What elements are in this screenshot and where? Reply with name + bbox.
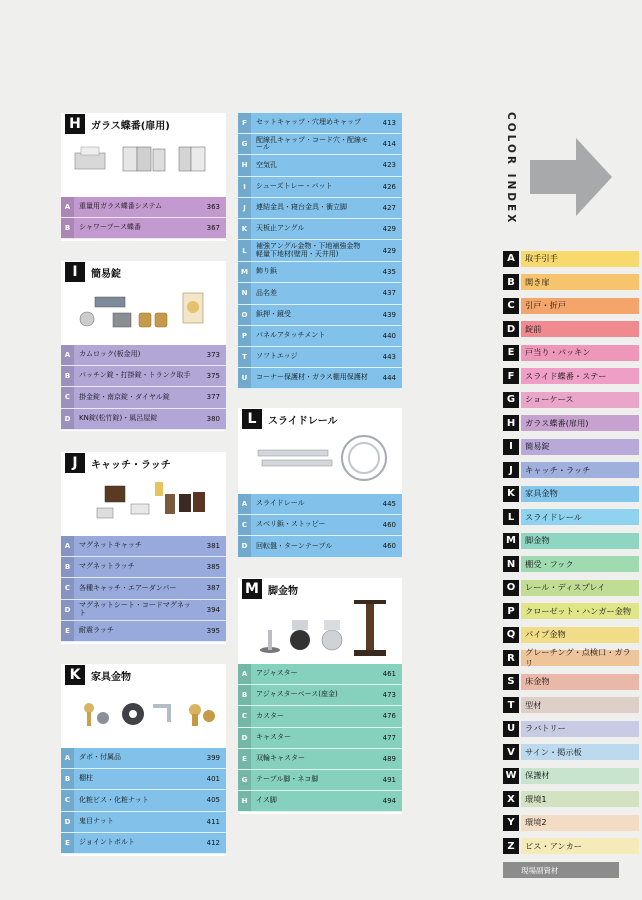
section-letter: K (65, 665, 85, 685)
color-index-label: 錠前 (521, 321, 639, 337)
color-index-label: 取手引手 (521, 251, 639, 267)
list-item[interactable]: B パッチン錠・打掛錠・トランク取手 375 (61, 366, 226, 387)
color-index-letter: V (503, 744, 519, 760)
color-index-label: 戸当り・パッキン (521, 345, 639, 361)
color-index-label: レール・ディスプレイ (521, 580, 639, 596)
color-index-letter: R (503, 650, 519, 666)
section-card-j (61, 452, 226, 644)
color-index-item[interactable] (503, 553, 639, 577)
list-item[interactable]: O 鋲押・鏡受 439 (238, 305, 402, 326)
color-index-item[interactable] (503, 835, 639, 859)
list-item[interactable]: U コーナー保護材・ガラス棚用保護材 444 (238, 368, 402, 389)
section-header (238, 578, 402, 600)
list-item[interactable]: D 鬼目ナット 411 (61, 812, 226, 833)
color-index-letter: K (503, 486, 519, 502)
section-rows (61, 345, 226, 430)
color-index-letter: S (503, 674, 519, 690)
color-index-item[interactable] (503, 341, 639, 365)
color-index-letter: T (503, 697, 519, 713)
section-title: ガラス蝶番(扉用) (91, 120, 170, 132)
color-index-label: 環境1 (521, 791, 639, 807)
list-item[interactable]: T ソフトエッジ 443 (238, 347, 402, 368)
section-header (61, 452, 226, 474)
color-index-label: 床金物 (521, 674, 639, 690)
color-index-letter: Z (503, 838, 519, 854)
section-rows (238, 664, 402, 812)
color-index-letter: F (503, 368, 519, 384)
color-index-letter: A (503, 251, 519, 267)
color-index-item[interactable] (503, 623, 639, 647)
color-index-item[interactable] (503, 788, 639, 812)
color-index-item[interactable] (503, 482, 639, 506)
leg-hardware-illustration (238, 600, 402, 660)
section-header (61, 261, 226, 283)
section-rows (61, 748, 226, 854)
section-letter: I (65, 262, 85, 282)
color-index-label: スライドレール (521, 509, 639, 525)
list-item[interactable]: F セットキャップ・穴埋めキャップ 413 (238, 113, 402, 134)
color-index-item[interactable] (503, 271, 639, 295)
color-index-letter: D (503, 321, 519, 337)
list-item[interactable]: D KN錠(松竹錠)・風呂屋錠 380 (61, 409, 226, 430)
color-index-item[interactable] (503, 576, 639, 600)
section-letter: L (242, 409, 262, 429)
list-item[interactable]: B アジャスターベース(座金) 473 (238, 685, 402, 706)
color-index-item[interactable] (503, 811, 639, 835)
section-card-k (61, 664, 226, 856)
color-index-item[interactable] (503, 717, 639, 741)
list-item[interactable]: N 品名差 437 (238, 283, 402, 304)
lock-illustration (61, 283, 226, 343)
list-item[interactable]: H 空気孔 423 (238, 155, 402, 176)
list-item[interactable]: D 回転盤・ターンテーブル 460 (238, 536, 402, 557)
section-header (238, 408, 402, 430)
color-index-letter: W (503, 768, 519, 784)
section-title: 脚金物 (268, 585, 298, 597)
field-supplies-tag: 現場副資材 (503, 862, 619, 878)
color-index-item[interactable] (503, 529, 639, 553)
color-index-letter: P (503, 603, 519, 619)
arrow-right-icon (530, 138, 612, 220)
color-index-label: 引戸・折戸 (521, 298, 639, 314)
color-index-label: ガラス蝶番(扉用) (521, 415, 639, 431)
color-index-label: 簡易錠 (521, 439, 639, 455)
color-index-item[interactable] (503, 694, 639, 718)
section-rows (61, 536, 226, 642)
color-index-item[interactable] (503, 318, 639, 342)
list-item[interactable]: C 掛金錠・南京錠・ダイヤル錠 377 (61, 387, 226, 408)
list-item[interactable]: G テーブル脚・ネコ脚 491 (238, 770, 402, 791)
list-item[interactable]: A カムロック(板金用) 373 (61, 345, 226, 366)
list-item[interactable]: A アジャスター 461 (238, 664, 402, 685)
list-item[interactable]: E 耐震ラッチ 395 (61, 621, 226, 642)
color-index-title: COLOR INDEX (505, 112, 517, 226)
section-letter: J (65, 453, 85, 473)
color-index-letter: U (503, 721, 519, 737)
list-item[interactable]: P パネルアタッチメント 440 (238, 326, 402, 347)
list-item[interactable]: E ジョイントボルト 412 (61, 833, 226, 854)
color-index-item[interactable] (503, 600, 639, 624)
color-index-item[interactable] (503, 435, 639, 459)
color-index-label: グレーチング・点検口・ガラリ (521, 650, 639, 666)
glass-hinge-illustration (61, 135, 226, 195)
color-index-label: クローゼット・ハンガー金物 (521, 603, 639, 619)
color-index-label: パイプ金物 (521, 627, 639, 643)
section-title: 家具金物 (91, 671, 131, 683)
list-item[interactable]: I シューズトレー・バット 426 (238, 177, 402, 198)
color-index-item[interactable] (503, 506, 639, 530)
section-rows (238, 113, 402, 389)
list-item[interactable]: E 双輪キャスター 489 (238, 749, 402, 770)
color-index-letter: I (503, 439, 519, 455)
list-item[interactable]: C 各種キャッチ・エアーダンパー 387 (61, 578, 226, 599)
list-item[interactable]: J 連結金具・寝台金具・衝立脚 427 (238, 198, 402, 219)
color-index-letter: G (503, 392, 519, 408)
color-index-label: サイン・掲示板 (521, 744, 639, 760)
list-item[interactable]: A ダボ・付属品 399 (61, 748, 226, 769)
section-rows (238, 494, 402, 558)
list-item[interactable]: B 棚柱 401 (61, 769, 226, 790)
color-index-letter: X (503, 791, 519, 807)
section-card-h (61, 113, 226, 241)
furniture-hardware-illustration (61, 686, 226, 746)
color-index-letter: E (503, 345, 519, 361)
color-index-letter: C (503, 298, 519, 314)
list-item[interactable]: H イス脚 494 (238, 791, 402, 812)
section-title: 簡易錠 (91, 268, 121, 280)
list-item[interactable]: C スベリ鋲・ストッピー 460 (238, 515, 402, 536)
color-index-item[interactable] (503, 647, 639, 671)
color-index-item[interactable] (503, 365, 639, 389)
section-card-l (238, 408, 402, 558)
color-index-item[interactable] (503, 412, 639, 436)
color-index-letter: H (503, 415, 519, 431)
list-item[interactable]: M 飾り鋲 435 (238, 262, 402, 283)
color-index-item[interactable] (503, 764, 639, 788)
color-index-item[interactable] (503, 670, 639, 694)
list-item[interactable]: D キャスター 477 (238, 728, 402, 749)
color-index-letter: Q (503, 627, 519, 643)
color-index-label: 型材 (521, 697, 639, 713)
color-index-label: ビス・アンカー (521, 838, 639, 854)
color-index-label: 環境2 (521, 815, 639, 831)
color-index-label: 保護材 (521, 768, 639, 784)
list-item[interactable]: D マグネットシート・コードマグネット 394 (61, 600, 226, 621)
color-index-letter: J (503, 462, 519, 478)
section-letter: H (65, 114, 85, 134)
list-item[interactable]: G 配線孔キャップ・コード穴・配線モール 414 (238, 134, 402, 155)
section-card-m (238, 578, 402, 814)
list-item[interactable]: A マグネットキャッチ 381 (61, 536, 226, 557)
list-item[interactable]: C 化粧ビス・化粧ナット 405 (61, 790, 226, 811)
color-index-label: 開き扉 (521, 274, 639, 290)
list-item[interactable]: B シャワーブース蝶番 367 (61, 218, 226, 239)
color-index-label: ラバトリー (521, 721, 639, 737)
section-card-i (61, 261, 226, 431)
section-title: スライドレール (268, 415, 338, 427)
list-item[interactable]: B マグネットラッチ 385 (61, 557, 226, 578)
color-index-list (503, 247, 639, 858)
color-index-item[interactable] (503, 294, 639, 318)
color-index-letter: O (503, 580, 519, 596)
section-header (61, 113, 226, 135)
section-card-k-continued (238, 113, 402, 389)
section-rows (61, 197, 226, 239)
color-index-item[interactable] (503, 388, 639, 412)
color-index-item[interactable] (503, 247, 639, 271)
color-index-letter: L (503, 509, 519, 525)
color-index-letter: M (503, 533, 519, 549)
color-index-label: 棚受・フック (521, 556, 639, 572)
color-index-label: スライド蝶番・ステー (521, 368, 639, 384)
color-index-label: ショーケース (521, 392, 639, 408)
color-index-letter: B (503, 274, 519, 290)
list-item[interactable]: L 補強アングル金物・下地補強金物 軽量下地材(壁用・天井用) 429 (238, 240, 402, 262)
slide-rail-illustration (238, 430, 402, 490)
section-title: キャッチ・ラッチ (91, 459, 171, 471)
section-header (61, 664, 226, 686)
color-index-letter: Y (503, 815, 519, 831)
section-letter: M (242, 579, 262, 599)
color-index-item[interactable] (503, 459, 639, 483)
color-index-label: キャッチ・ラッチ (521, 462, 639, 478)
color-index-label: 家具金物 (521, 486, 639, 502)
color-index-label: 脚金物 (521, 533, 639, 549)
catch-latch-illustration (61, 474, 226, 534)
list-item[interactable]: C カスター 476 (238, 706, 402, 727)
color-index-item[interactable] (503, 741, 639, 765)
list-item[interactable]: K 天板止アングル 429 (238, 219, 402, 240)
color-index-letter: N (503, 556, 519, 572)
list-item[interactable]: A 重量用ガラス蝶番システム 363 (61, 197, 226, 218)
list-item[interactable]: A スライドレール 445 (238, 494, 402, 515)
